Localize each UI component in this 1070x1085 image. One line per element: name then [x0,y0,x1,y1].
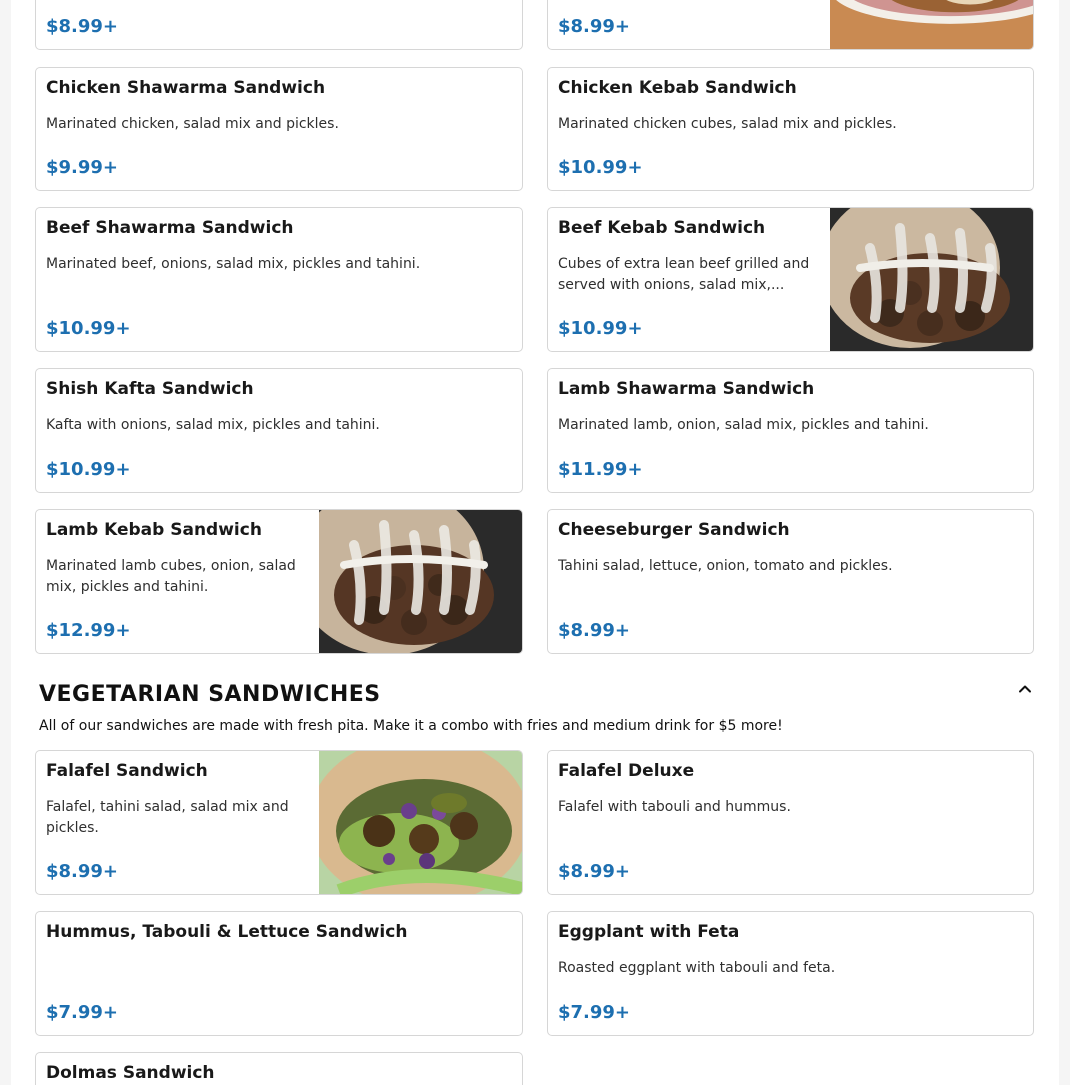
item-price: $9.99+ [46,157,119,178]
menu-item-cheeseburger[interactable] [547,509,1034,654]
item-name: Cheeseburger Sandwich [558,520,790,540]
menu-item-chicken-shawarma[interactable] [35,67,523,191]
item-description: Tahini salad, lettuce, onion, tomato and pickles. [558,558,893,574]
item-photo [830,0,1033,49]
item-price: $10.99+ [46,318,131,339]
menu-item-card[interactable] [547,0,1034,50]
menu-item-lamb-shawarma[interactable] [547,368,1034,493]
item-name: Eggplant with Feta [558,922,740,942]
item-name: Falafel Sandwich [46,761,208,781]
item-description: Falafel, tahini salad, salad mix and pickles. [46,799,289,836]
menu-item-falafel-deluxe[interactable] [547,750,1034,895]
chevron-up-icon [1013,677,1037,701]
item-name: Falafel Deluxe [558,761,695,781]
collapse-section-button[interactable] [1013,677,1037,701]
item-price: $8.99+ [46,861,119,882]
item-name: Chicken Kebab Sandwich [558,78,797,98]
item-photo [319,751,522,894]
item-photo [319,510,522,653]
menu-item-card[interactable] [35,0,523,50]
item-photo [830,208,1033,351]
item-description: Marinated lamb, onion, salad mix, pickles and tahini. [558,417,929,433]
item-price: $7.99+ [558,1002,631,1023]
item-price: $8.99+ [558,861,631,882]
menu-item-shish-kafta[interactable] [35,368,523,493]
menu-item-dolmas[interactable] [35,1052,523,1085]
item-name: Chicken Shawarma Sandwich [46,78,326,98]
item-price: $10.99+ [558,318,643,339]
item-price: $7.99+ [46,1002,119,1023]
item-description: Marinated lamb cubes, onion, salad mix, pickles and tahini. [46,558,296,595]
item-name: Lamb Kebab Sandwich [46,520,262,540]
item-name: Dolmas Sandwich [46,1063,215,1083]
section-title: VEGETARIAN SANDWICHES [39,682,381,707]
menu-item-falafel[interactable] [35,750,523,895]
item-price: $10.99+ [558,157,643,178]
item-price: $11.99+ [558,459,643,480]
item-description: Kafta with onions, salad mix, pickles and tahini. [46,417,380,433]
menu-item-beef-shawarma[interactable] [35,207,523,352]
section-subtitle: All of our sandwiches are made with fresh pita. Make it a combo with fries and medium drink for $5 more! [39,718,783,734]
item-description: Marinated chicken, salad mix and pickles. [46,116,339,132]
item-description: Cubes of extra lean beef grilled and served with onions, salad mix,... [558,256,810,293]
item-name: Hummus, Tabouli & Lettuce Sandwich [46,922,408,942]
item-name: Shish Kafta Sandwich [46,379,254,399]
item-description: Roasted eggplant with tabouli and feta. [558,960,836,976]
item-price: $8.99+ [46,16,119,37]
item-name: Beef Kebab Sandwich [558,218,766,238]
menu-item-chicken-kebab[interactable] [547,67,1034,191]
item-name: Beef Shawarma Sandwich [46,218,294,238]
item-description: Marinated beef, onions, salad mix, pickles and tahini. [46,256,421,272]
menu-page [11,0,1059,1085]
menu-item-hummus-tabouli[interactable] [35,911,523,1036]
item-price: $8.99+ [558,620,631,641]
item-price: $8.99+ [558,16,631,37]
item-price: $12.99+ [46,620,131,641]
item-name: Lamb Shawarma Sandwich [558,379,815,399]
menu-item-beef-kebab[interactable] [547,207,1034,352]
item-description: Marinated chicken cubes, salad mix and pickles. [558,116,897,132]
menu-item-lamb-kebab[interactable] [35,509,523,654]
item-description: Falafel with tabouli and hummus. [558,799,791,815]
item-price: $10.99+ [46,459,131,480]
menu-item-eggplant-feta[interactable] [547,911,1034,1036]
